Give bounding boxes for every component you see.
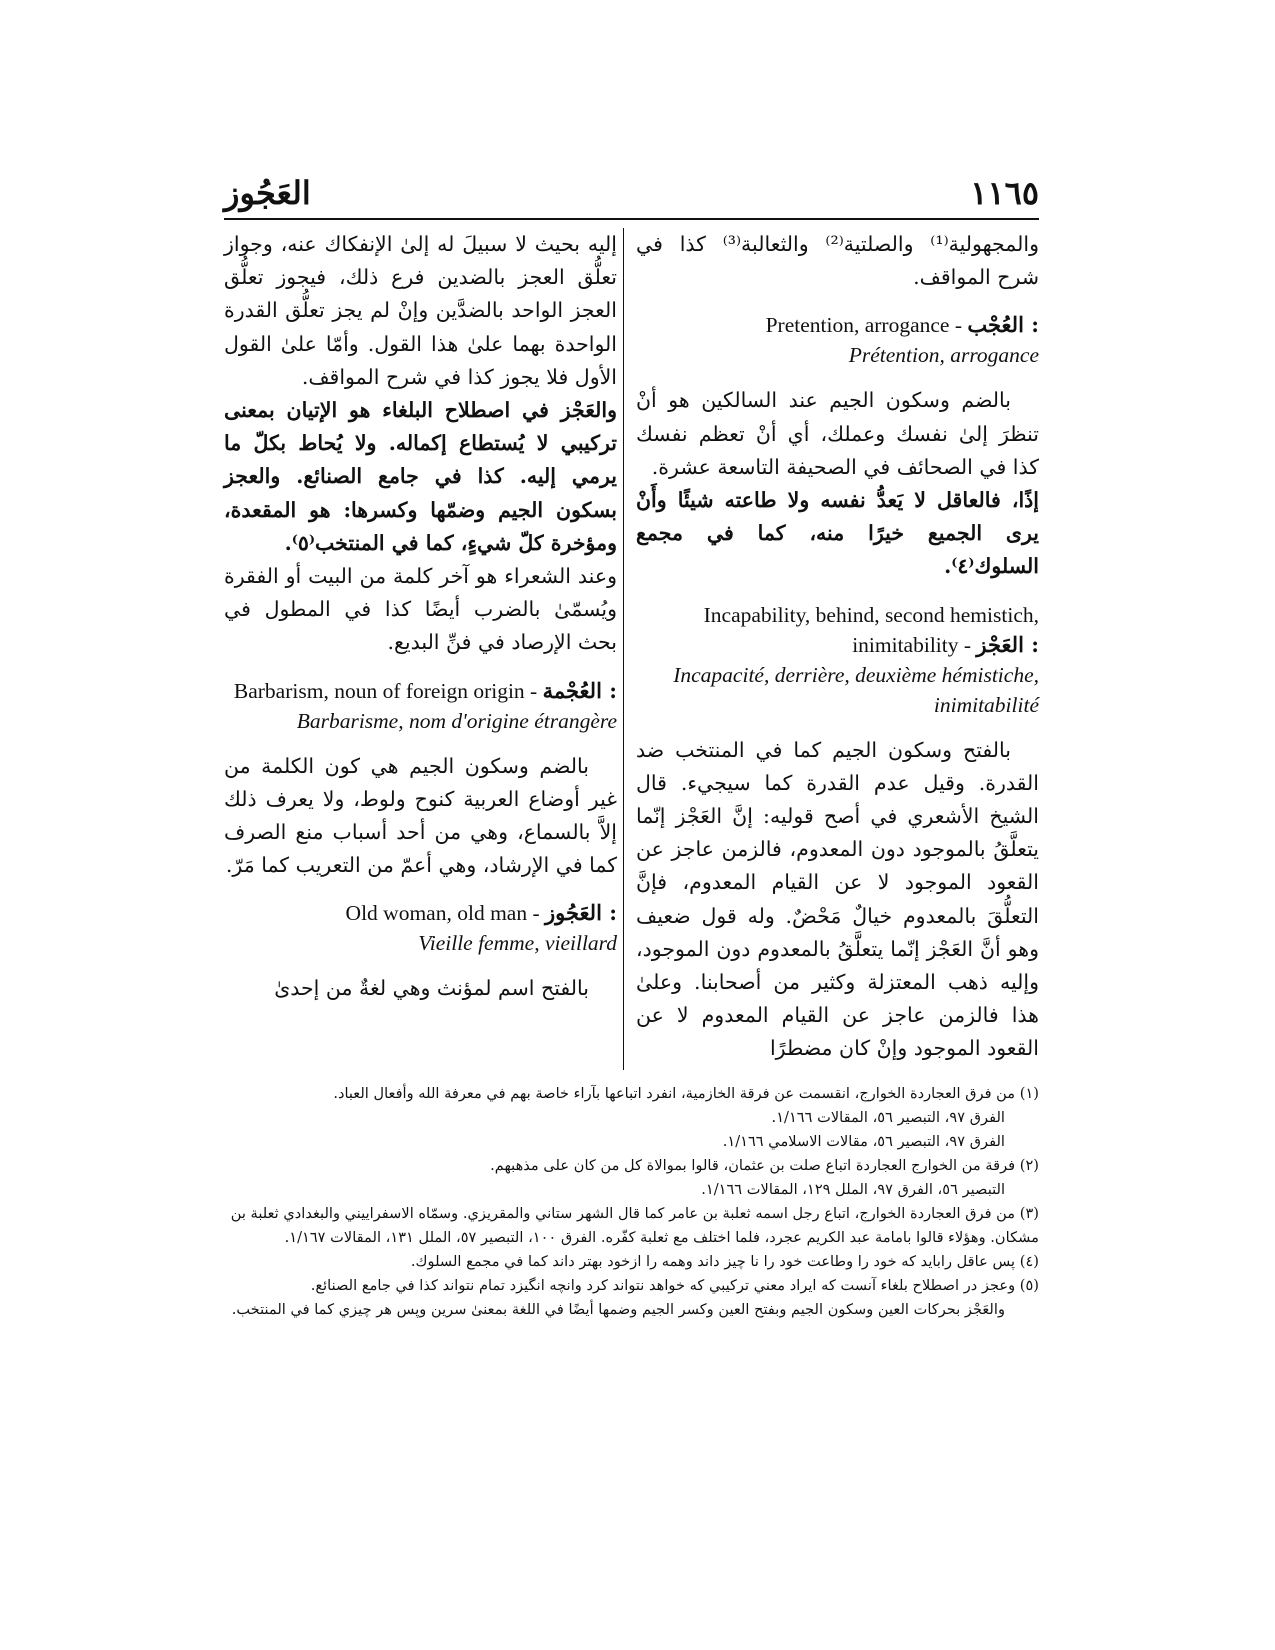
- entry-ajuz-header: [224, 898, 617, 958]
- entry-body-bold: إذًا، فالعاقل لا يَعدُّ نفسه ولا طاعته شيئًا وأَنْ يرى الجميع خيرًا منه، كما في مجمع السلوك⁽٤⁾.: [636, 488, 1039, 579]
- entry-french: Barbarisme, nom d'origine étrangère: [296, 708, 617, 733]
- entry-body: وعند الشعراء هو آخر كلمة من البيت أو الفقرة ويُسمّىٰ بالضرب أيضًا كذا في المطول في بحث الإرصاد في فنِّ البديع.: [224, 564, 617, 655]
- entry-headword: العَجْز :: [976, 631, 1039, 657]
- entry-ujb-header: [636, 310, 1039, 370]
- entry-body: بالفتح اسم لمؤنث وهي لغةٌ من إحدىٰ: [274, 976, 589, 1001]
- entry-english: Barbarism, noun of foreign origin -: [233, 678, 538, 703]
- column-divider: [623, 228, 624, 1070]
- entry-headword: العَجُوز :: [545, 900, 617, 926]
- footnote-1: (١) من فرق العجاردة الخوارج، انقسمت عن فرقة الخازمية، انفرد اتباعها بآراء خاصة بهم في معرفة الله وأفعال العباد.: [333, 1085, 1039, 1102]
- footnote-2: (٢) فرقة من الخوارج العجاردة اتباع صلت بن عثمان، قالوا بموالاة كل من كان على مذهبهم.: [490, 1157, 1039, 1174]
- footnotes: [224, 1082, 1039, 1322]
- header-rule: [224, 218, 1039, 220]
- entry-french: Prétention, arrogance: [848, 343, 1039, 368]
- footnote-5-ref: والعَجْز بحركات العين وسكون الجيم وبفتح العين وكسر الجيم وضمها أيضًا في اللغة بمعنىٰ سرين وپس هر چيزي كما في المنتخب.: [231, 1301, 1005, 1318]
- entry-english: Pretention, arrogance -: [765, 313, 962, 338]
- continued-text: والمجهولية⁽¹⁾ والصلتية⁽²⁾ والثعالبة⁽³⁾ كذا في شرح المواقف.: [636, 232, 1039, 290]
- footnote-3: (٣) من فرق العجاردة الخوارج، اتباع رجل اسمه ثعلبة بن عامر كما قال الشهر ستاني والمقريزي. وسمّاه الاسفراييني والبغدادي ثعلبة بن مشكان. وهؤلاء قالوا بامامة عبد الكريم عجرد، فلما اختلف مع ثعلبة كفّره. الفرق ١٠٠، التبصير ٥٧، الملل ١٣١، المقالات ١/١٦٧.: [230, 1205, 1039, 1246]
- entry-body-bold: والعَجْز في اصطلاح البلغاء هو الإتيان بمعنى تركيبي لا يُستطاع إكماله. ولا يُحاط بكلّ ما يرمي إليه. كذا في جامع الصنائع. والعجز بسكون الجيم وضمّها وكسرها: هو المقعدة، ومؤخرة كلّ شيءٍ، كما في المنتخب⁽٥⁾.: [224, 398, 617, 555]
- entry-ujma-header: [224, 676, 617, 736]
- entry-headword: العُجْب :: [967, 312, 1039, 338]
- footnote-2-ref: التبصير ٥٦، الفرق ٩٧، الملل ١٢٩، المقالات ١/١٦٦.: [701, 1181, 1005, 1198]
- footnote-4: (٤) پس عاقل رابايد كه خود را وطاعت خود را نا چيز داند وهمه را ازخود بهتر داند كما في مجمع السلوك.: [410, 1253, 1039, 1270]
- entry-english: Incapability, behind, second hemistich, inimitability -: [703, 602, 1039, 657]
- right-column: [636, 228, 1039, 1066]
- footnote-1-ref: الفرق ٩٧، التبصير ٥٦، المقالات ١/١٦٦.: [771, 1109, 1005, 1126]
- page-number: ١١٦٥: [970, 174, 1039, 212]
- entry-french: Vieille femme, vieillard: [418, 931, 617, 956]
- entry-body: بالضم وسكون الجيم عند السالكين هو أنْ تنظرَ إلىٰ نفسك وعملك، أي أنْ تعظم نفسك كذا في الصحائف في الصحيفة التاسعة عشرة.: [636, 388, 1039, 479]
- guide-word: العَجُوز: [224, 174, 311, 212]
- footnote-1-ref: الفرق ٩٧، التبصير ٥٦، مقالات الاسلامي ١/١٦٦.: [722, 1133, 1005, 1150]
- entry-french: Incapacité, derrière, deuxième hémistiche, inimitabilité: [673, 662, 1039, 717]
- entry-ajz-header: [636, 600, 1039, 720]
- entry-body: بالفتح وسكون الجيم كما في المنتخب ضد القدرة. وقيل عدم القدرة كما سيجيء. قال الشيخ الأشعري في أصح قوليه: إنَّ العَجْز إنّما يتعلَّقُ بالموجود دون المعدوم، فالزمن عاجز عن القعود الموجود لا عن القيام المعدوم، فإنَّ التعلُّقَ بالمعدوم خيالٌ مَحْضٌ. وله قول ضعيف وهو أنَّ العَجْز إنّما يتعلَّقُ بالمعدوم دون الموجود، وإليه ذهب المعتزلة وكثير من أصحابنا. وعلىٰ هذا فالزمن عاجز عن القيام المعدوم لا عن القعود الموجود وإنْ كان مضطرًا: [636, 737, 1039, 1061]
- continued-text: إليه بحيث لا سبيلَ له إلىٰ الإنفكاك عنه، وجواز تعلُّق العجز بالضدين فرع ذلك، فيجوز تعلُّق العجز الواحد بالضدَّين وإنْ لم يجز تعلُّق القدرة الواحدة بهما علىٰ هذا القول. وأمّا علىٰ القول الأول فلا يجوز كذا في شرح المواقف.: [224, 232, 617, 389]
- entry-english: Old woman, old man -: [345, 901, 540, 926]
- footnote-5: (٥) وعجز در اصطلاح بلغاء آنست كه ايراد معني تركيبي كه خواهد نتواند كرد وانچه انگيزد تمام نتواند كذا في جامع الصنائع.: [310, 1277, 1039, 1294]
- left-column: [224, 228, 617, 1006]
- entry-headword: العُجْمة :: [542, 677, 617, 703]
- entry-body: بالضم وسكون الجيم هي كون الكلمة من غير أوضاع العربية كنوح ولوط، ولا يعرف ذلك إلاَّ بالسماع، وهي من أحد أسباب منع الصرف كما في الإرشاد، وهي أعمّ من التعريب كما مَرّ.: [224, 753, 617, 878]
